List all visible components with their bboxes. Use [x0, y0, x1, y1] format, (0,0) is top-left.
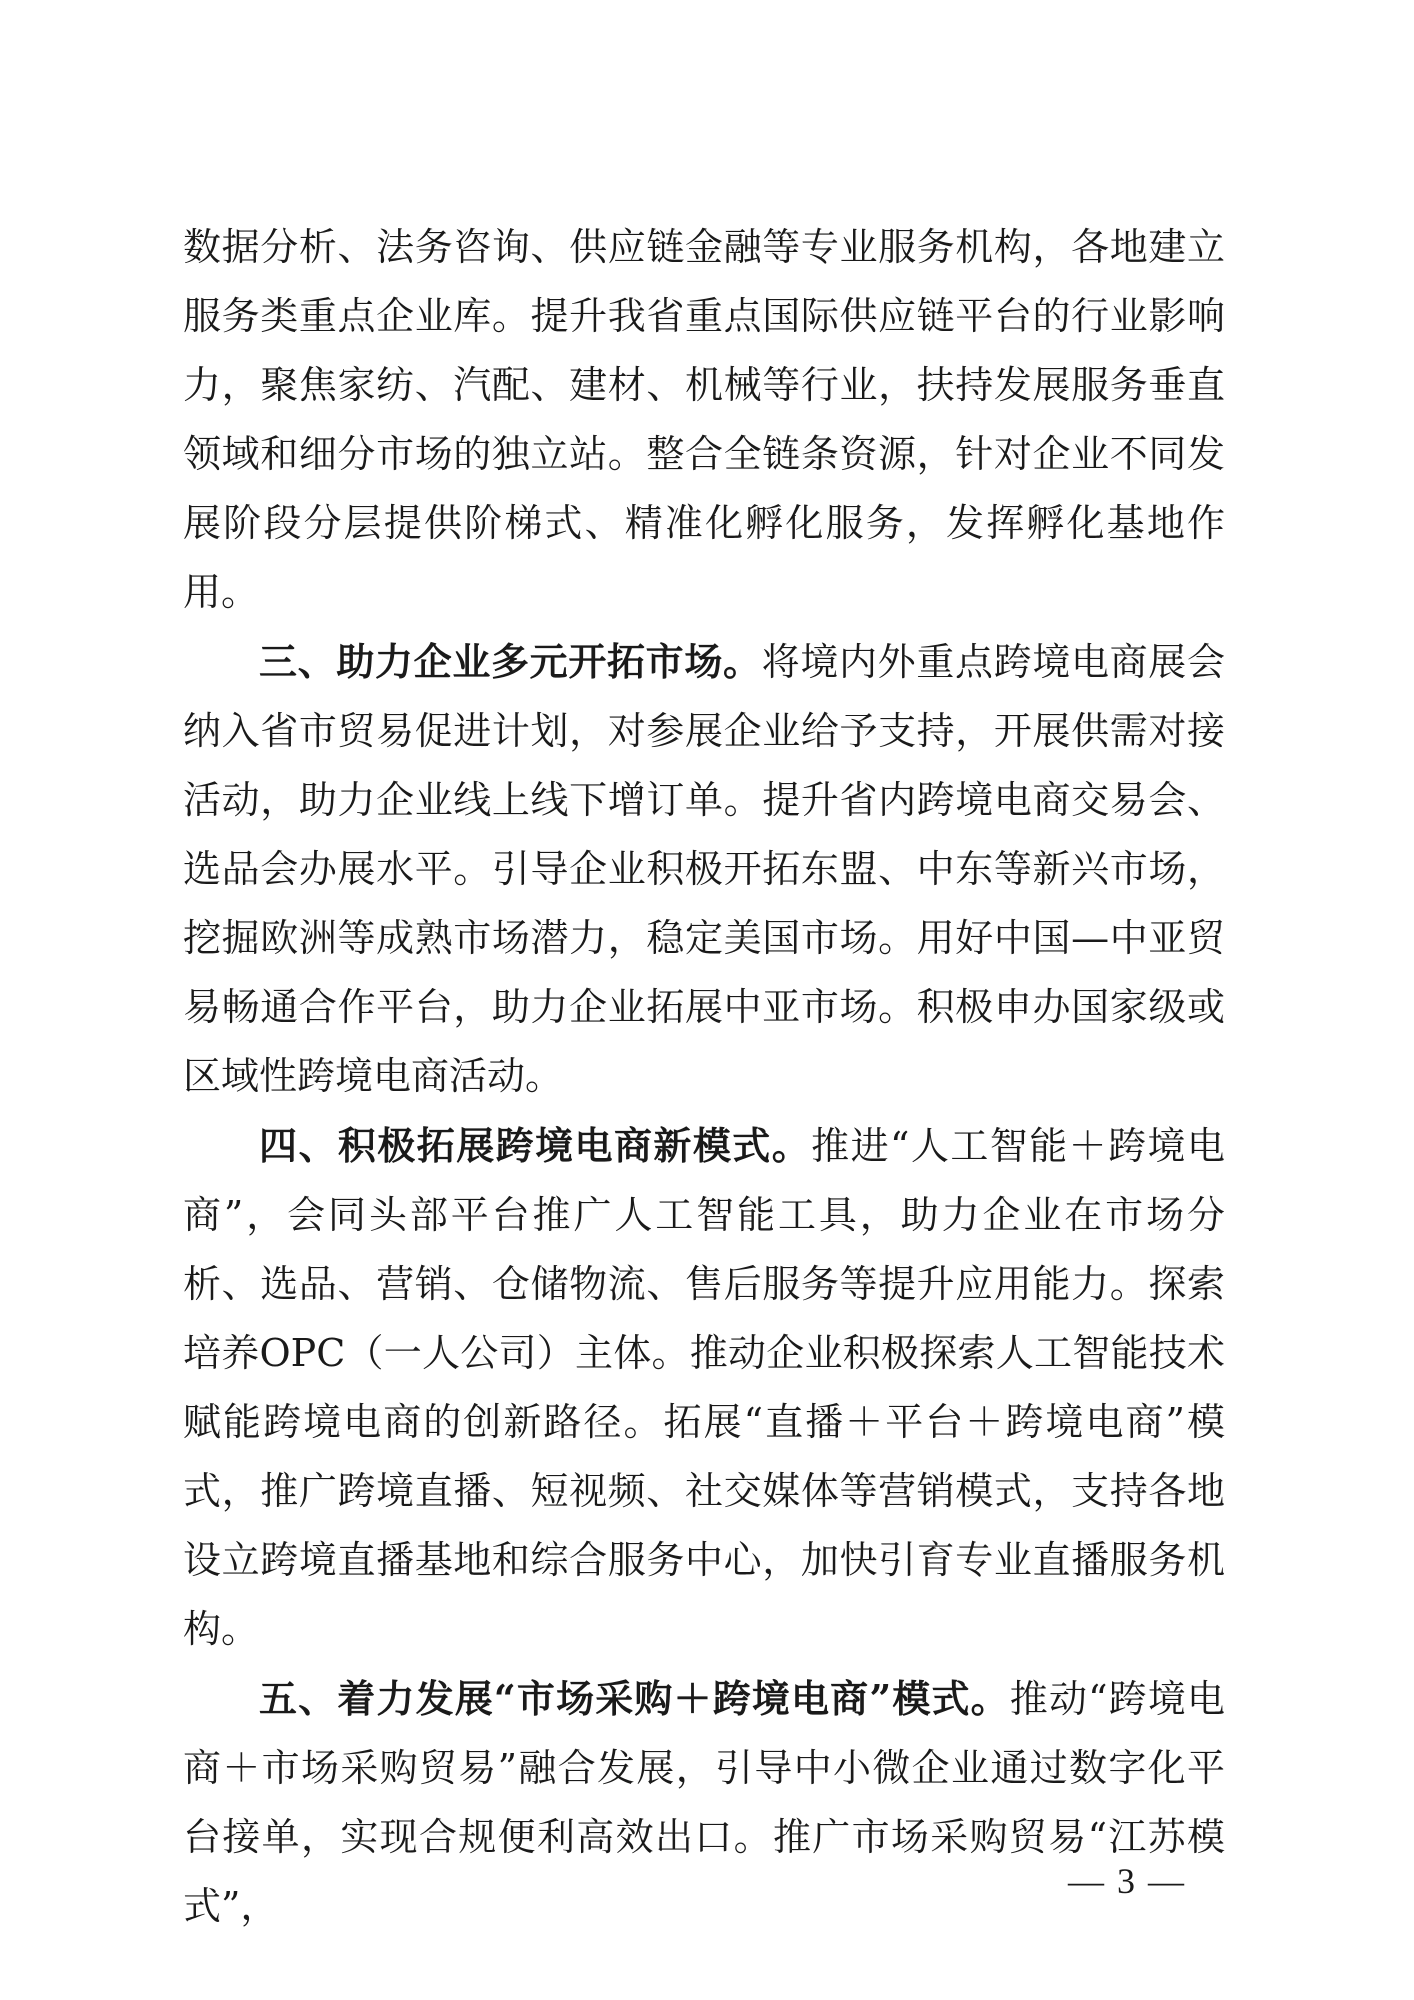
paragraph-text: 推动“跨境电商＋市场采购贸易”融合发展，引导中小微企业通过数字化平台接单，实现合规便利高效出口。推广市场采购贸易“江苏模式”， [183, 1677, 1225, 1928]
section-heading: 三、助力企业多元开拓市场。 [259, 639, 762, 684]
section-heading: 五、着力发展“市场采购＋跨境电商”模式。 [259, 1676, 1010, 1721]
section-heading: 四、积极拓展跨境电商新模式。 [259, 1123, 812, 1168]
document-body [183, 212, 1225, 1941]
paragraph-section-3 [183, 627, 1225, 1111]
paragraph-text: 推进“人工智能＋跨境电商”，会同头部平台推广人工智能工具，助力企业在市场分析、选品、营销、仓储物流、售后服务等提升应用能力。探索培养OPC（一人公司）主体。推动企业积极探索人工智能技术赋能跨境电商的创新路径。拓展“直播＋平台＋跨境电商”模式，推广跨境直播、短视频、社交媒体等营销模式，支持各地设立跨境直播基地和综合服务中心，加快引育专业直播服务机构。 [183, 1124, 1225, 1651]
paragraph-text: 将境内外重点跨境电商展会纳入省市贸易促进计划，对参展企业给予支持，开展供需对接活动，助力企业线上线下增订单。提升省内跨境电商交易会、选品会办展水平。引导企业积极开拓东盟、中东等新兴市场，挖掘欧洲等成熟市场潜力，稳定美国市场。用好中国—中亚贸易畅通合作平台，助力企业拓展中亚市场。积极申办国家级或区域性跨境电商活动。 [183, 640, 1225, 1098]
paragraph-continuation [183, 212, 1225, 627]
paragraph-section-4 [183, 1111, 1225, 1664]
paragraph-text: 数据分析、法务咨询、供应链金融等专业服务机构，各地建立服务类重点企业库。提升我省重点国际供应链平台的行业影响力，聚焦家纺、汽配、建材、机械等行业，扶持发展服务垂直领域和细分市场的独立站。整合全链条资源，针对企业不同发展阶段分层提供阶梯式、精准化孵化服务，发挥孵化基地作用。 [183, 225, 1225, 614]
page-number: — 3 — [1068, 1861, 1186, 1901]
